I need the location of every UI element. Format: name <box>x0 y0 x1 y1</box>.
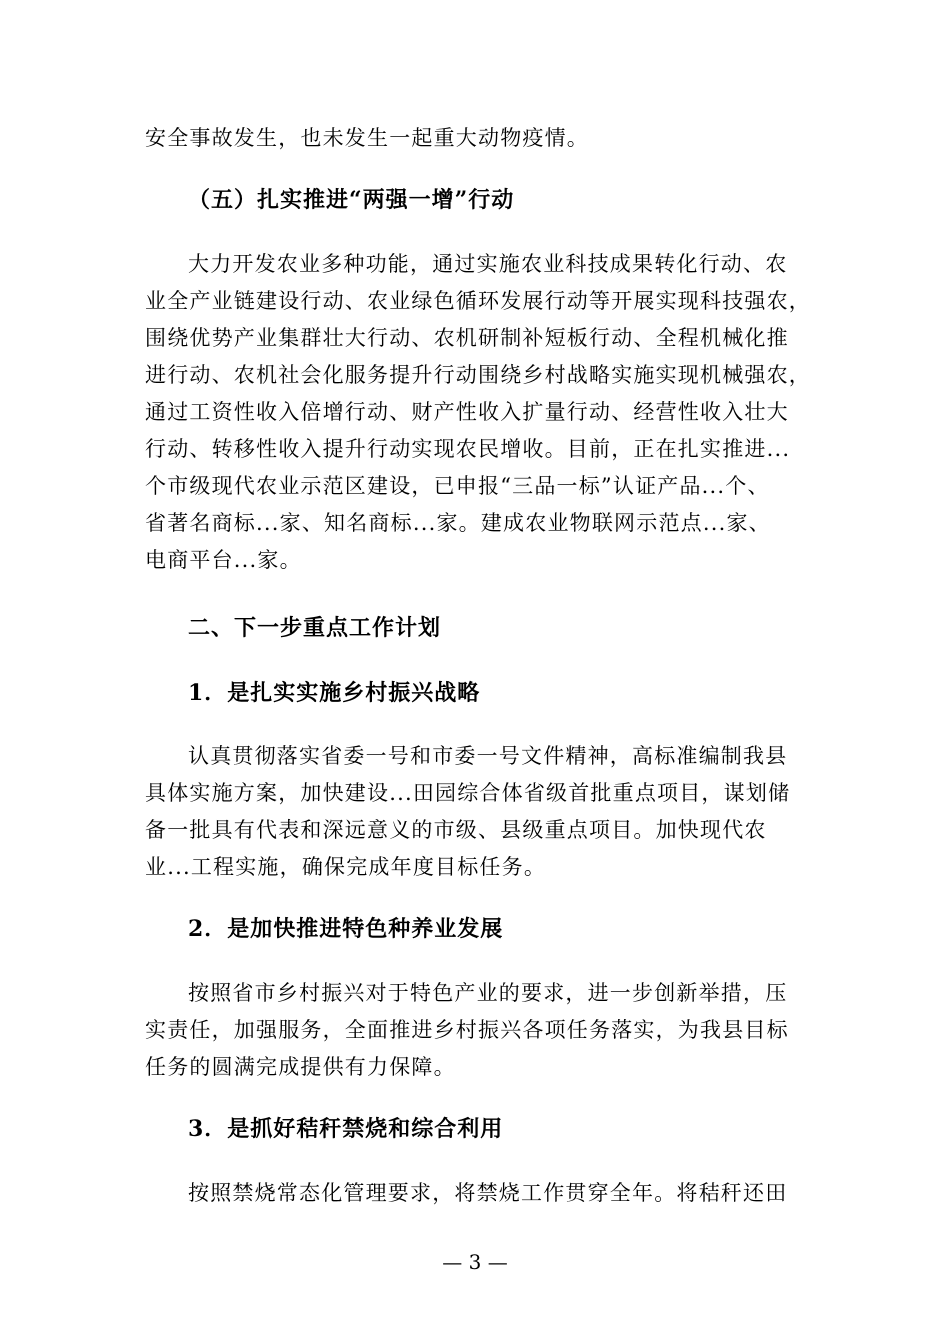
paragraph-line: 实责任，加强服务，全面推进乡村振兴各项任务落实，为我县目标 <box>145 1018 789 1042</box>
paragraph-line: 行动、转移性收入提升行动实现农民增收。目前，正在扎实推进... <box>145 437 791 461</box>
paragraph-line: 安全事故发生，也未发生一起重大动物疫情。 <box>145 126 589 150</box>
paragraph-line: 围绕优势产业集群壮大行动、农机研制补短板行动、全程机械化推 <box>145 326 789 350</box>
paragraph-line: 省著名商标...家、知名商标...家。建成农业物联网示范点...家、 <box>145 511 771 535</box>
subsection-heading-2: 2．是加快推进特色种养业发展 <box>188 916 504 942</box>
section-heading-5: （五）扎实推进“两强一增”行动 <box>188 187 515 213</box>
subsection-heading-3: 3．是抓好秸秆禁烧和综合利用 <box>188 1116 504 1142</box>
paragraph-line: 进行动、农机社会化服务提升行动围绕乡村战略实施实现机械强农， <box>145 363 811 387</box>
paragraph-line: 按照禁烧常态化管理要求，将禁烧工作贯穿全年。将秸秆还田 <box>188 1181 788 1205</box>
paragraph-line: 业全产业链建设行动、农业绿色循环发展行动等开展实现科技强农， <box>145 289 811 313</box>
paragraph-line: 个市级现代农业示范区建设，已申报“三品一标”认证产品...个、 <box>145 474 770 498</box>
paragraph-line: 电商平台...家。 <box>145 548 302 572</box>
paragraph-line: 大力开发农业多种功能，通过实施农业科技成果转化行动、农 <box>188 252 788 276</box>
paragraph-line: 认真贯彻落实省委一号和市委一号文件精神，高标准编制我县 <box>188 744 788 768</box>
paragraph-line: 通过工资性收入倍增行动、财产性收入扩量行动、经营性收入壮大 <box>145 400 789 424</box>
chapter-heading-2: 二、下一步重点工作计划 <box>188 616 442 641</box>
paragraph-line: 业...工程实施，确保完成年度目标任务。 <box>145 855 547 879</box>
paragraph-line: 任务的圆满完成提供有力保障。 <box>145 1055 456 1079</box>
paragraph-line: 备一批具有代表和深远意义的市级、县级重点项目。加快现代农 <box>145 818 767 842</box>
paragraph-line: 具体实施方案，加快建设...田园综合体省级首批重点项目，谋划储 <box>145 781 791 805</box>
page-number: — 3 — <box>442 1250 508 1274</box>
paragraph-line: 按照省市乡村振兴对于特色产业的要求，进一步创新举措，压 <box>188 981 788 1005</box>
subsection-heading-1: 1．是扎实实施乡村振兴战略 <box>188 680 481 706</box>
